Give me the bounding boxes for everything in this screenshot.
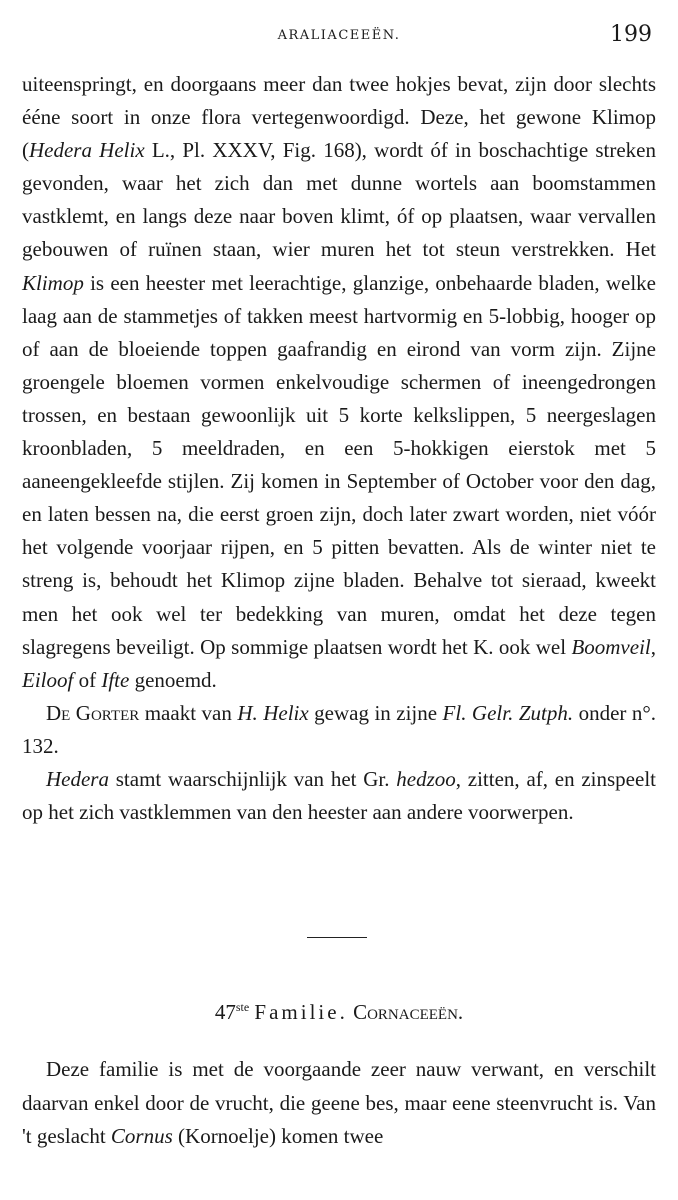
- running-title: ARALIACEEËN.: [277, 28, 401, 43]
- genus-name: Cornus: [110, 1124, 173, 1148]
- vernacular-name: Ifte: [101, 667, 130, 692]
- body-text: [22, 68, 656, 829]
- text-run: onder n°. 132.: [22, 700, 657, 758]
- text-run: maakt van: [139, 700, 238, 725]
- vernacular-name: Eiloof: [22, 667, 74, 692]
- common-name: Klimop: [22, 270, 84, 295]
- text-run: (Kornoelje) komen twee: [172, 1124, 384, 1148]
- family-number-suffix: ste: [235, 1000, 250, 1014]
- text-run: is een heester met leerachtige, glanzige, onbehaarde bladen, welke laag aan de stammetjes of takken meest hartvormig en 5-lobbig, hooger op of aan de bloeiende toppen gaafrandig en eirond van vorm zijn. Zijne groengele bloemen vormen enkelvoudige schermen of ineengedrongen trossen, en bestaan gewoonlijk uit 5 korte kelkslippen, 5 neergeslagen kroonbladen, 5 meeldraden, en een 5-hokkigen eierstok met 5 aaneengekleefde stijlen. Zij komen in September of October voor den dag, en laten bessen na, die eerst groen zijn, doch later zwart worden, niet vóór het volgende voorjaar rijpen, en 5 pitten bevatten. Als de winter niet te streng is, behoudt het Klimop zijne bladen. Behalve tot sieraad, kweekt men het ook wel ter bedekking van muren, omdat het deze tegen slagregens beveiligt. Op sommige plaatsen wordt het K. ook wel: [22, 270, 656, 659]
- section-divider: [307, 937, 367, 938]
- text-run: genoemd.: [129, 667, 217, 692]
- paragraph-cornaceae: [22, 1053, 656, 1154]
- species-name: Hedera Helix: [29, 138, 145, 163]
- text-run: ,: [650, 634, 656, 659]
- family-text: [22, 1053, 656, 1154]
- species-name: H. Helix: [237, 700, 309, 725]
- paragraph-gorter: [22, 697, 656, 763]
- text-run: L., Pl. XXXV, Fig. 168), wordt óf in boschachtige streken gevonden, waar het zich dan met dunne wortels aan boomstammen vastklemt, en langs deze naar boven klimt, óf op plaatsen, waar vervallen gebouwen of ruïnen staan, wier muren het tot steun verstrekken. Het: [22, 138, 656, 262]
- family-name: Cornaceeën.: [353, 1000, 464, 1024]
- author-name: De Gorter: [46, 700, 140, 725]
- greek-word: hedzoo: [396, 766, 456, 791]
- text-run: Deze familie is met de voorgaande zeer nauw verwant, en verschilt daarvan enkel door de vrucht, die geene bes, maar eene steenvrucht is. Van 't geslacht: [22, 1057, 656, 1148]
- text-run: stamt waarschijnlijk van het Gr.: [108, 766, 397, 791]
- text-run: of: [73, 667, 102, 692]
- family-number: 47: [214, 1000, 236, 1024]
- vernacular-name: Boomveil: [571, 634, 651, 659]
- running-head: [0, 22, 678, 52]
- paragraph-klimop: [22, 68, 656, 697]
- paragraph-etymology: [22, 763, 656, 829]
- family-label: Familie.: [254, 1000, 348, 1024]
- work-title: Fl. Gelr. Zutph.: [442, 700, 574, 725]
- text-run: , zitten, af, en zinspeelt op het zich vastklemmen van den heester aan andere voorwerpen.: [22, 766, 656, 825]
- family-heading: [0, 1000, 678, 1025]
- text-run: uiteenspringt, en doorgaans meer dan twee hokjes bevat, zijn door slechts ééne soort in onze flora vertegenwoordigd. Deze, het gewone Klimop (: [22, 72, 656, 163]
- page-number: 199: [610, 22, 652, 47]
- text-run: gewag in zijne: [308, 700, 443, 725]
- genus-name: Hedera: [46, 766, 109, 791]
